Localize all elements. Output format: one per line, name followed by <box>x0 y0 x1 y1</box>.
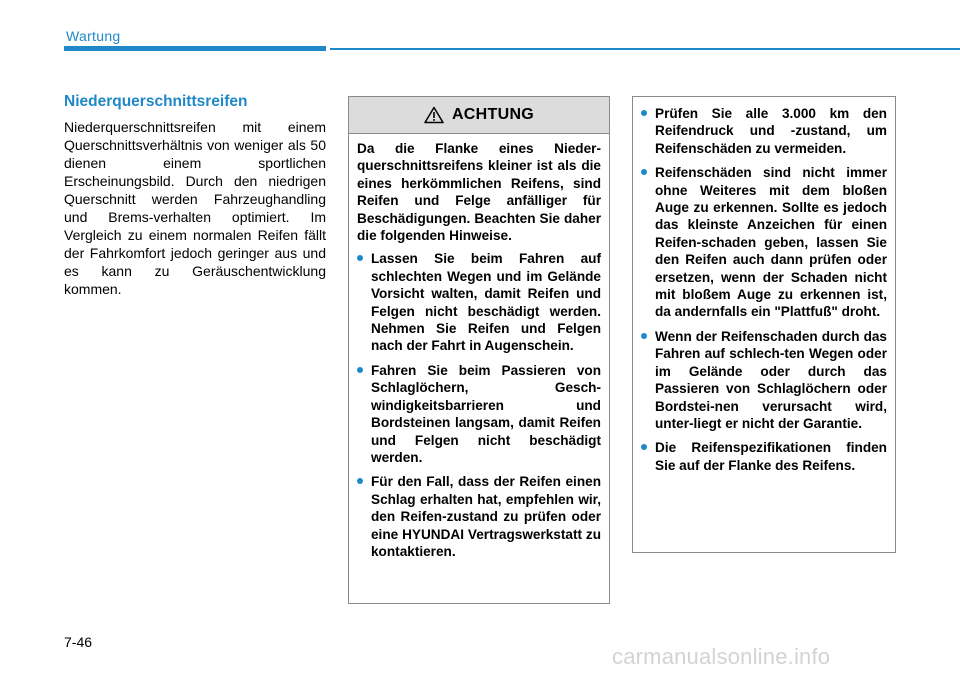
list-item-text: Die Reifenspezifikationen finden Sie auf der Flanke des Reifens. <box>655 440 887 473</box>
list-item-text: Wenn der Reifenschaden durch das Fahren auf schlech-ten Wegen oder im Gelände oder durch das Passieren von Schlaglöchern oder Bordstei-nen verursacht wird, unter-liegt er nicht der Garantie. <box>655 328 887 431</box>
watermark: carmanualsonline.info <box>612 644 831 669</box>
body-paragraph: Niederquerschnittsreifen mit einem Querschnittsverhältnis von weniger als 50 dienen einem sportlichen Erscheinungsbild. Durch den niedrigen Querschnitt werden Fahrzeughandling und Brems-verhalten optimiert. Im Vergleich zu einem normalen Reifen fällt der Fahrkomfort jedoch geringer aus und es kann zu Geräuschentwicklung kommen. <box>64 119 326 297</box>
list-item-text: Reifenschäden sind nicht immer ohne Weiteres mit dem bloßen Auge zu erkennen. Sollte es jedoch das kleinste Anzeichen für einen Reifen-schaden geben, lassen Sie den Reifen auch dann prüfen oder ersetzen, wenn der Schaden nicht mit bloßem Auge zu erkennen ist, da andernfalls ein "Plattfuß" droht. <box>655 165 887 320</box>
list-item-text: Für den Fall, dass der Reifen einen Schlag erhalten hat, empfehlen wir, den Reifen-zustand zu prüfen oder eine HYUNDAI Vertragswerkstatt zu kontaktieren. <box>371 474 601 559</box>
list-item <box>357 362 601 466</box>
bullet-dot-icon <box>641 333 647 339</box>
warning-header <box>349 97 609 134</box>
warning-title: ACHTUNG <box>451 106 535 123</box>
list-item <box>357 473 601 560</box>
bullet-dot-icon <box>357 255 363 261</box>
warning-content <box>349 134 609 560</box>
page-number: 7-46 <box>64 634 93 650</box>
warning-intro: Da die Flanke eines Nieder-querschnittsreifens kleiner ist als die eines herkömmlichen Reifens, sind Reifen und Felge anfälliger für Beschädigungen. Beachten Sie daher die folgenden Hinweise. <box>357 141 601 244</box>
info-box <box>632 96 896 553</box>
list-item <box>357 250 601 354</box>
section-heading: Niederquerschnittsreifen <box>64 93 248 110</box>
list-item <box>641 105 887 157</box>
info-content <box>633 97 895 474</box>
bullet-dot-icon <box>357 478 363 484</box>
bullet-dot-icon <box>641 169 647 175</box>
list-item-text: Fahren Sie beim Passieren von Schlaglöchern, Gesch-windigkeitsbarrieren und Bordsteinen langsam, damit Reifen und Felgen nicht beschädigt werden. <box>371 362 601 465</box>
warning-box <box>348 96 610 604</box>
warning-bullet-list <box>357 250 601 560</box>
header-rule-thick <box>64 46 326 51</box>
header-rule-thin <box>330 48 960 50</box>
list-item-text: Lassen Sie beim Fahren auf schlechten Wegen und im Gelände Vorsicht walten, damit Reifen und Felgen nicht beschädigt werden. Nehmen Sie Reifen und Felgen nach der Fahrt in Augenschein. <box>371 251 601 354</box>
bullet-dot-icon <box>641 110 647 116</box>
bullet-dot-icon <box>357 367 363 373</box>
bullet-dot-icon <box>641 444 647 450</box>
list-item <box>641 164 887 321</box>
section-label: Wartung <box>66 28 121 44</box>
info-bullet-list <box>641 105 887 474</box>
warning-triangle-icon <box>424 106 444 124</box>
list-item <box>641 439 887 474</box>
list-item-text: Prüfen Sie alle 3.000 km den Reifendruck und -zustand, um Reifenschäden zu vermeiden. <box>655 106 887 156</box>
list-item <box>641 328 887 432</box>
